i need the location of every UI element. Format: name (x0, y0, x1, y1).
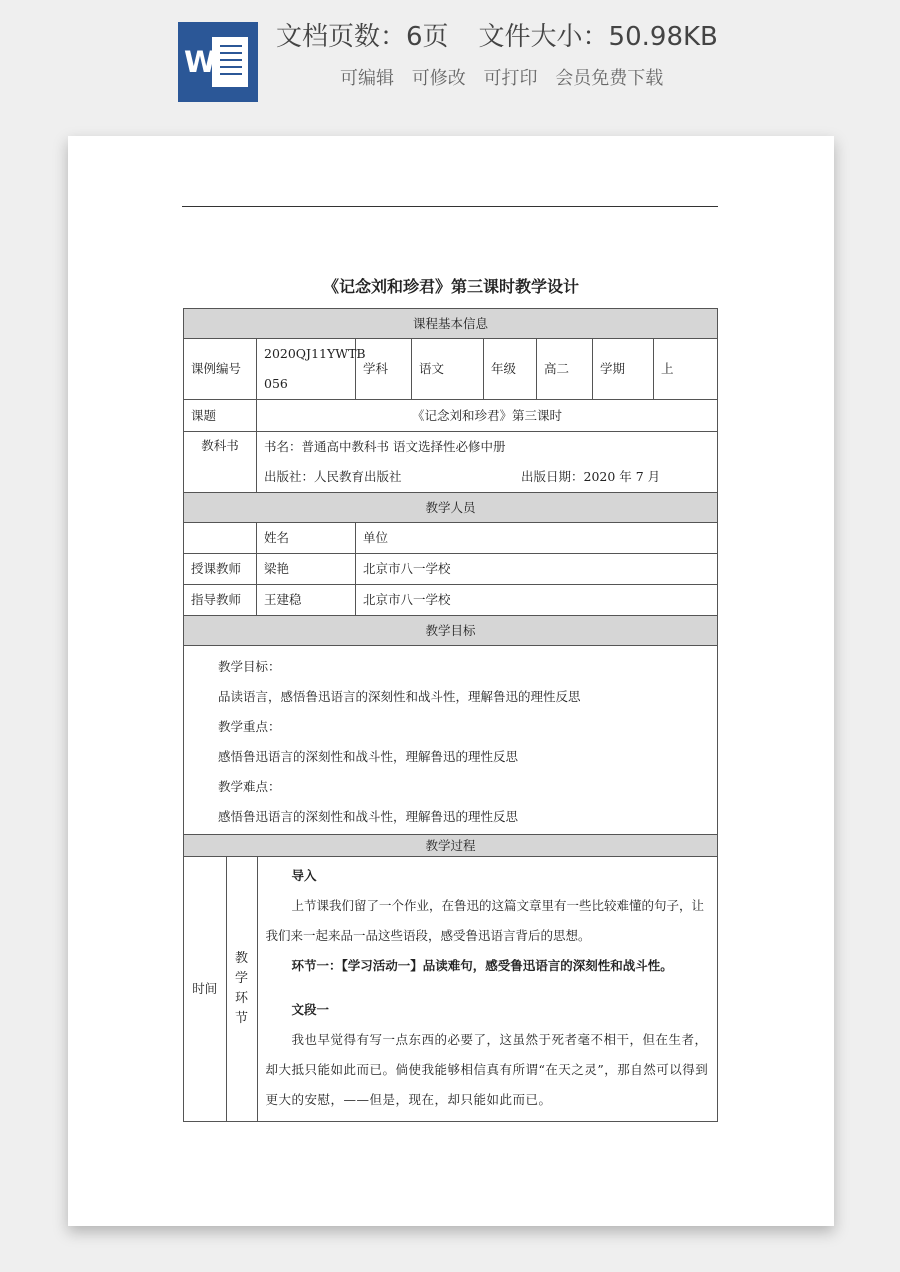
grade-value: 高二 (537, 339, 593, 400)
staff-role: 授课教师 (184, 554, 257, 585)
passage-text: 我也早觉得有写一点东西的必要了，这虽然于死者毫不相干，但在生者，却大抵只能如此而已。倘使我能够相信真有所谓“在天之灵”，那自然可以得到更大的安慰，——但是，现在，却只能如此而已。 (265, 1032, 709, 1107)
staff-name: 梁艳 (257, 554, 356, 585)
term-value: 上 (654, 339, 718, 400)
section-basic-info: 课程基本信息 (184, 309, 718, 339)
file-info (276, 20, 736, 54)
course-code-value: 2020QJ11YWTB 056 (257, 339, 356, 400)
intro-heading: 导入 (291, 868, 317, 883)
time-column-label: 时间 (184, 857, 226, 1121)
staff-name-header: 姓名 (257, 523, 356, 554)
staff-row (184, 585, 718, 616)
document-title: 《记念刘和珍君》第三课时教学设计 (322, 277, 579, 296)
feature-member-free: 会员免费下载 (555, 68, 664, 89)
staff-name: 王建稳 (257, 585, 356, 616)
textbook-label: 教科书 (184, 432, 257, 493)
term-label: 学期 (593, 339, 654, 400)
grade-label: 年级 (484, 339, 537, 400)
page-count: 文档页数：6页 (276, 22, 449, 52)
feature-printable: 可打印 (483, 68, 538, 89)
feature-list (340, 66, 671, 92)
section-objectives: 教学目标 (184, 616, 718, 646)
word-logo-letter: W (184, 45, 216, 79)
objective-text: 品读语言，感悟鲁迅语言的深刻性和战斗性，理解鲁迅的理性反思 (218, 689, 581, 704)
key-point-heading: 教学重点： (218, 719, 281, 734)
download-banner (0, 0, 900, 118)
publisher: 出版社：人民教育出版社 (264, 469, 402, 484)
section-staff: 教学人员 (184, 493, 718, 523)
staff-unit: 北京市八一学校 (356, 585, 718, 616)
textbook-info (257, 432, 718, 493)
subject-label: 学科 (356, 339, 412, 400)
feature-editable: 可编辑 (340, 68, 394, 89)
section-process: 教学过程 (184, 835, 718, 857)
key-point-text: 感悟鲁迅语言的深刻性和战斗性，理解鲁迅的理性反思 (218, 749, 519, 764)
objective-heading: 教学目标： (218, 659, 281, 674)
subject-value: 语文 (412, 339, 484, 400)
course-code-label: 课例编号 (184, 339, 257, 400)
difficulty-text: 感悟鲁迅语言的深刻性和战斗性，理解鲁迅的理性反思 (218, 809, 519, 824)
intro-text: 上节课我们留了一个作业，在鲁迅的这篇文章里有一些比较难懂的句子，让我们来一起来品一品这些语段，感受鲁迅语言背后的思想。 (265, 898, 705, 943)
topic-value: 《记念刘和珍君》第三课时 (257, 400, 718, 432)
staff-unit-header: 单位 (356, 523, 718, 554)
textbook-name: 书名：普通高中教科书 语文选择性必修中册 (264, 439, 506, 454)
file-size: 文件大小：50.98KB (478, 22, 718, 52)
process-table (184, 857, 717, 1121)
stage-column-label: 教学环节 (234, 951, 248, 1026)
staff-role: 指导教师 (184, 585, 257, 616)
staff-role-header (184, 523, 257, 554)
publisher-row (264, 462, 710, 492)
feature-modifiable: 可修改 (411, 68, 466, 89)
process-body (184, 857, 718, 1122)
header-rule (182, 206, 718, 207)
step-one-heading: 环节一：【学习活动一】品读难句，感受鲁迅语言的深刻性和战斗性。 (291, 958, 673, 973)
topic-label: 课题 (184, 400, 257, 432)
stage-column (226, 857, 257, 1121)
word-document-icon (178, 22, 258, 102)
document-page (68, 136, 834, 1226)
lesson-plan-table (183, 308, 718, 1122)
publish-date: 出版日期：2020 年 7 月 (521, 469, 661, 484)
staff-row (184, 554, 718, 585)
objectives-body (184, 646, 718, 835)
difficulty-heading: 教学难点： (218, 779, 281, 794)
process-content (257, 857, 717, 1121)
passage-heading: 文段一 (291, 1002, 330, 1017)
staff-unit: 北京市八一学校 (356, 554, 718, 585)
